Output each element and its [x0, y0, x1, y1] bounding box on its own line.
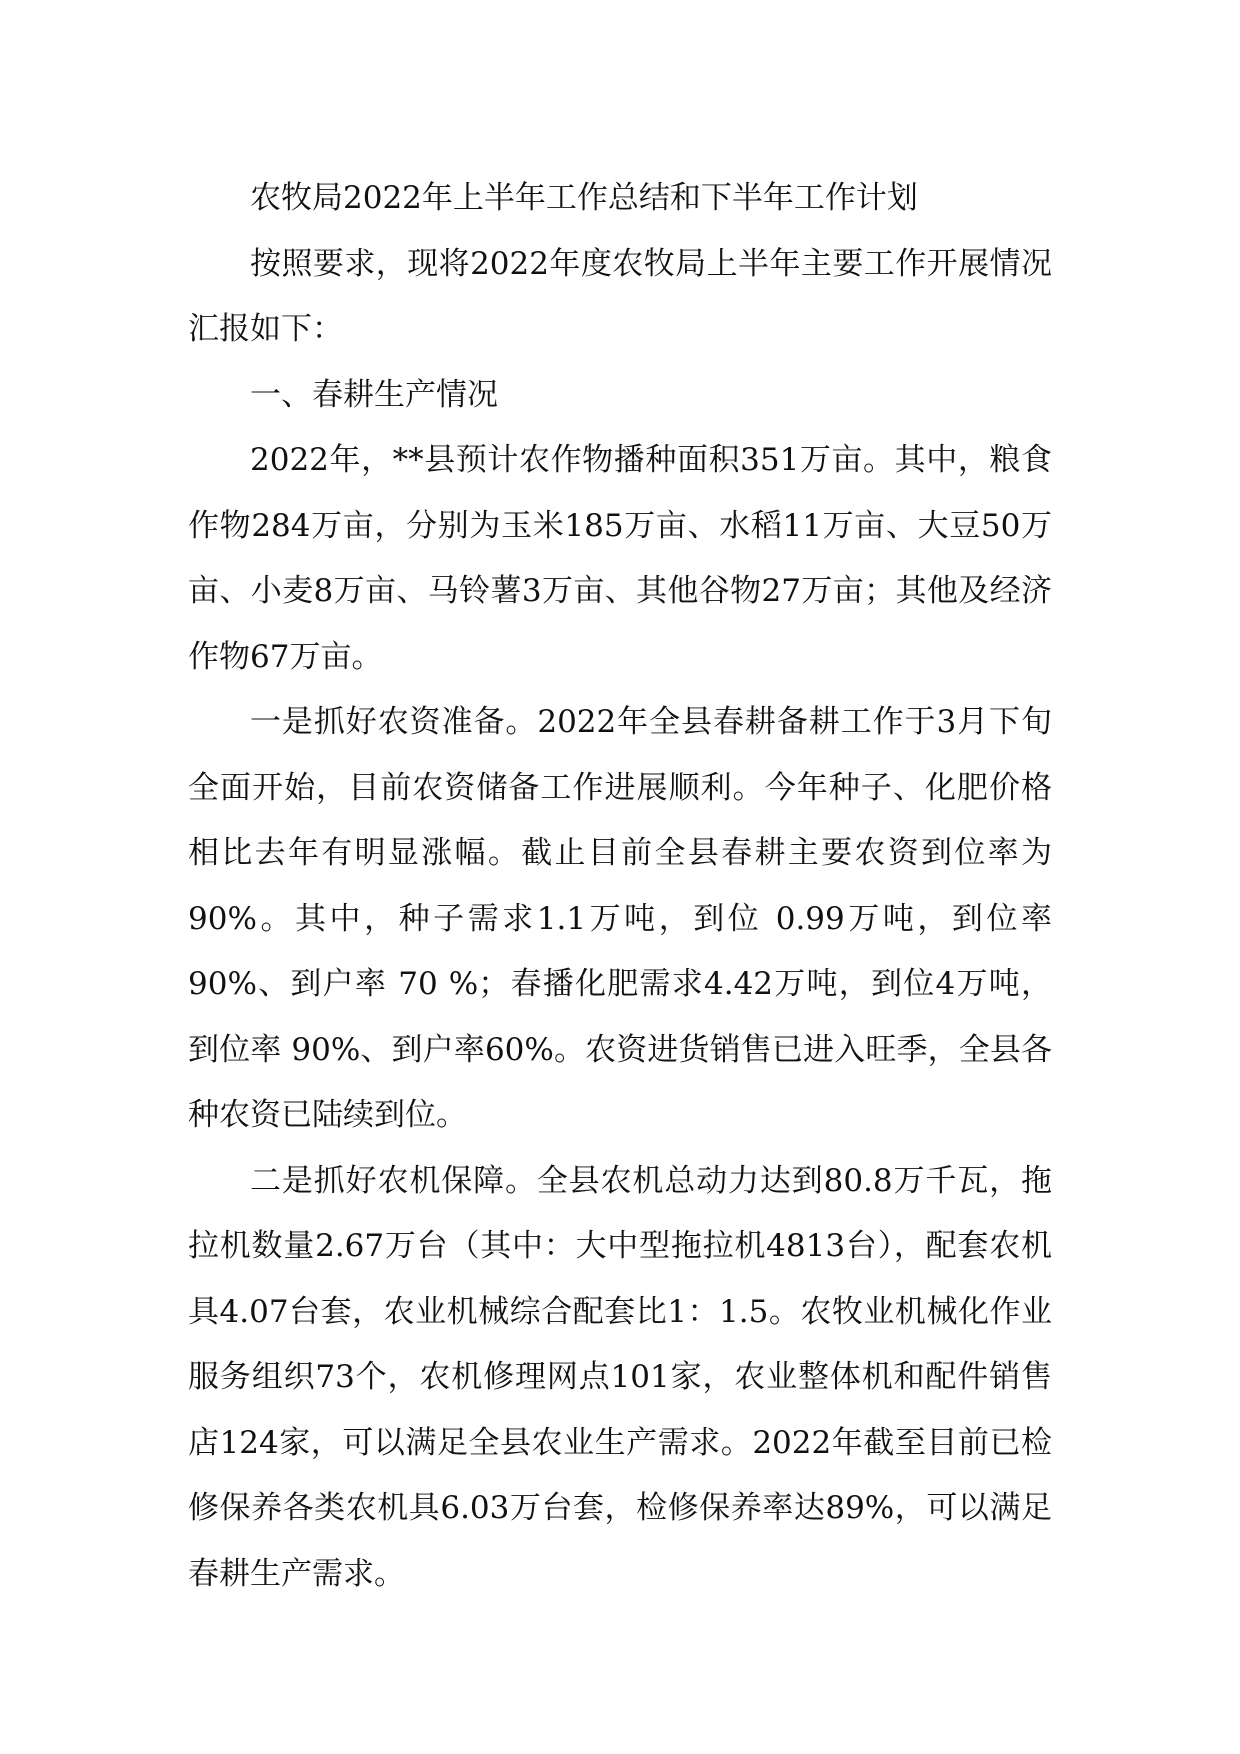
paragraph-agricultural-machinery: 二是抓好农机保障。全县农机总动力达到80.8万千瓦，拖拉机数量2.67万台（其中：大中型拖拉机4813台），配套农机具4.07台套，农业机械综合配套比1：1.5。农牧业机械化作业服务组织73个，农机修理网点101家，农业整体机和配件销售店124家，可以满足全县农业生产需求。2022年截至目前已检修保养各类农机具6.03万台套，检修保养率达89%，可以满足春耕生产需求。 [188, 1162, 1052, 1592]
paragraph-agricultural-supplies: 一是抓好农资准备。2022年全县春耕备耕工作于3月下旬全面开始，目前农资储备工作进展顺利。今年种子、化肥价格相比去年有明显涨幅。截止目前全县春耕主要农资到位率为90%。其中，种子需求1.1万吨，到位 0.99万吨，到位率90%、到户率 70 %；春播化肥需求4.42万吨，到位4万吨，到位率 90%、到户率60%。农资进货销售已进入旺季，全县各种农资已陆续到位。 [188, 704, 1052, 1133]
section-heading-spring-farming: 一、春耕生产情况 [250, 376, 498, 413]
document-title: 农牧局2022年上半年工作总结和下半年工作计划 [250, 180, 918, 216]
paragraph-sowing-area: 2022年，**县预计农作物播种面积351万亩。其中，粮食作物284万亩，分别为玉米185万亩、水稻11万亩、大豆50万亩、小麦8万亩、马铃薯3万亩、其他谷物27万亩；其他及经济作物67万亩。 [188, 442, 1052, 675]
document-body [188, 166, 1052, 1607]
paragraph-intro: 按照要求，现将2022年度农牧局上半年主要工作开展情况汇报如下： [188, 245, 1052, 347]
